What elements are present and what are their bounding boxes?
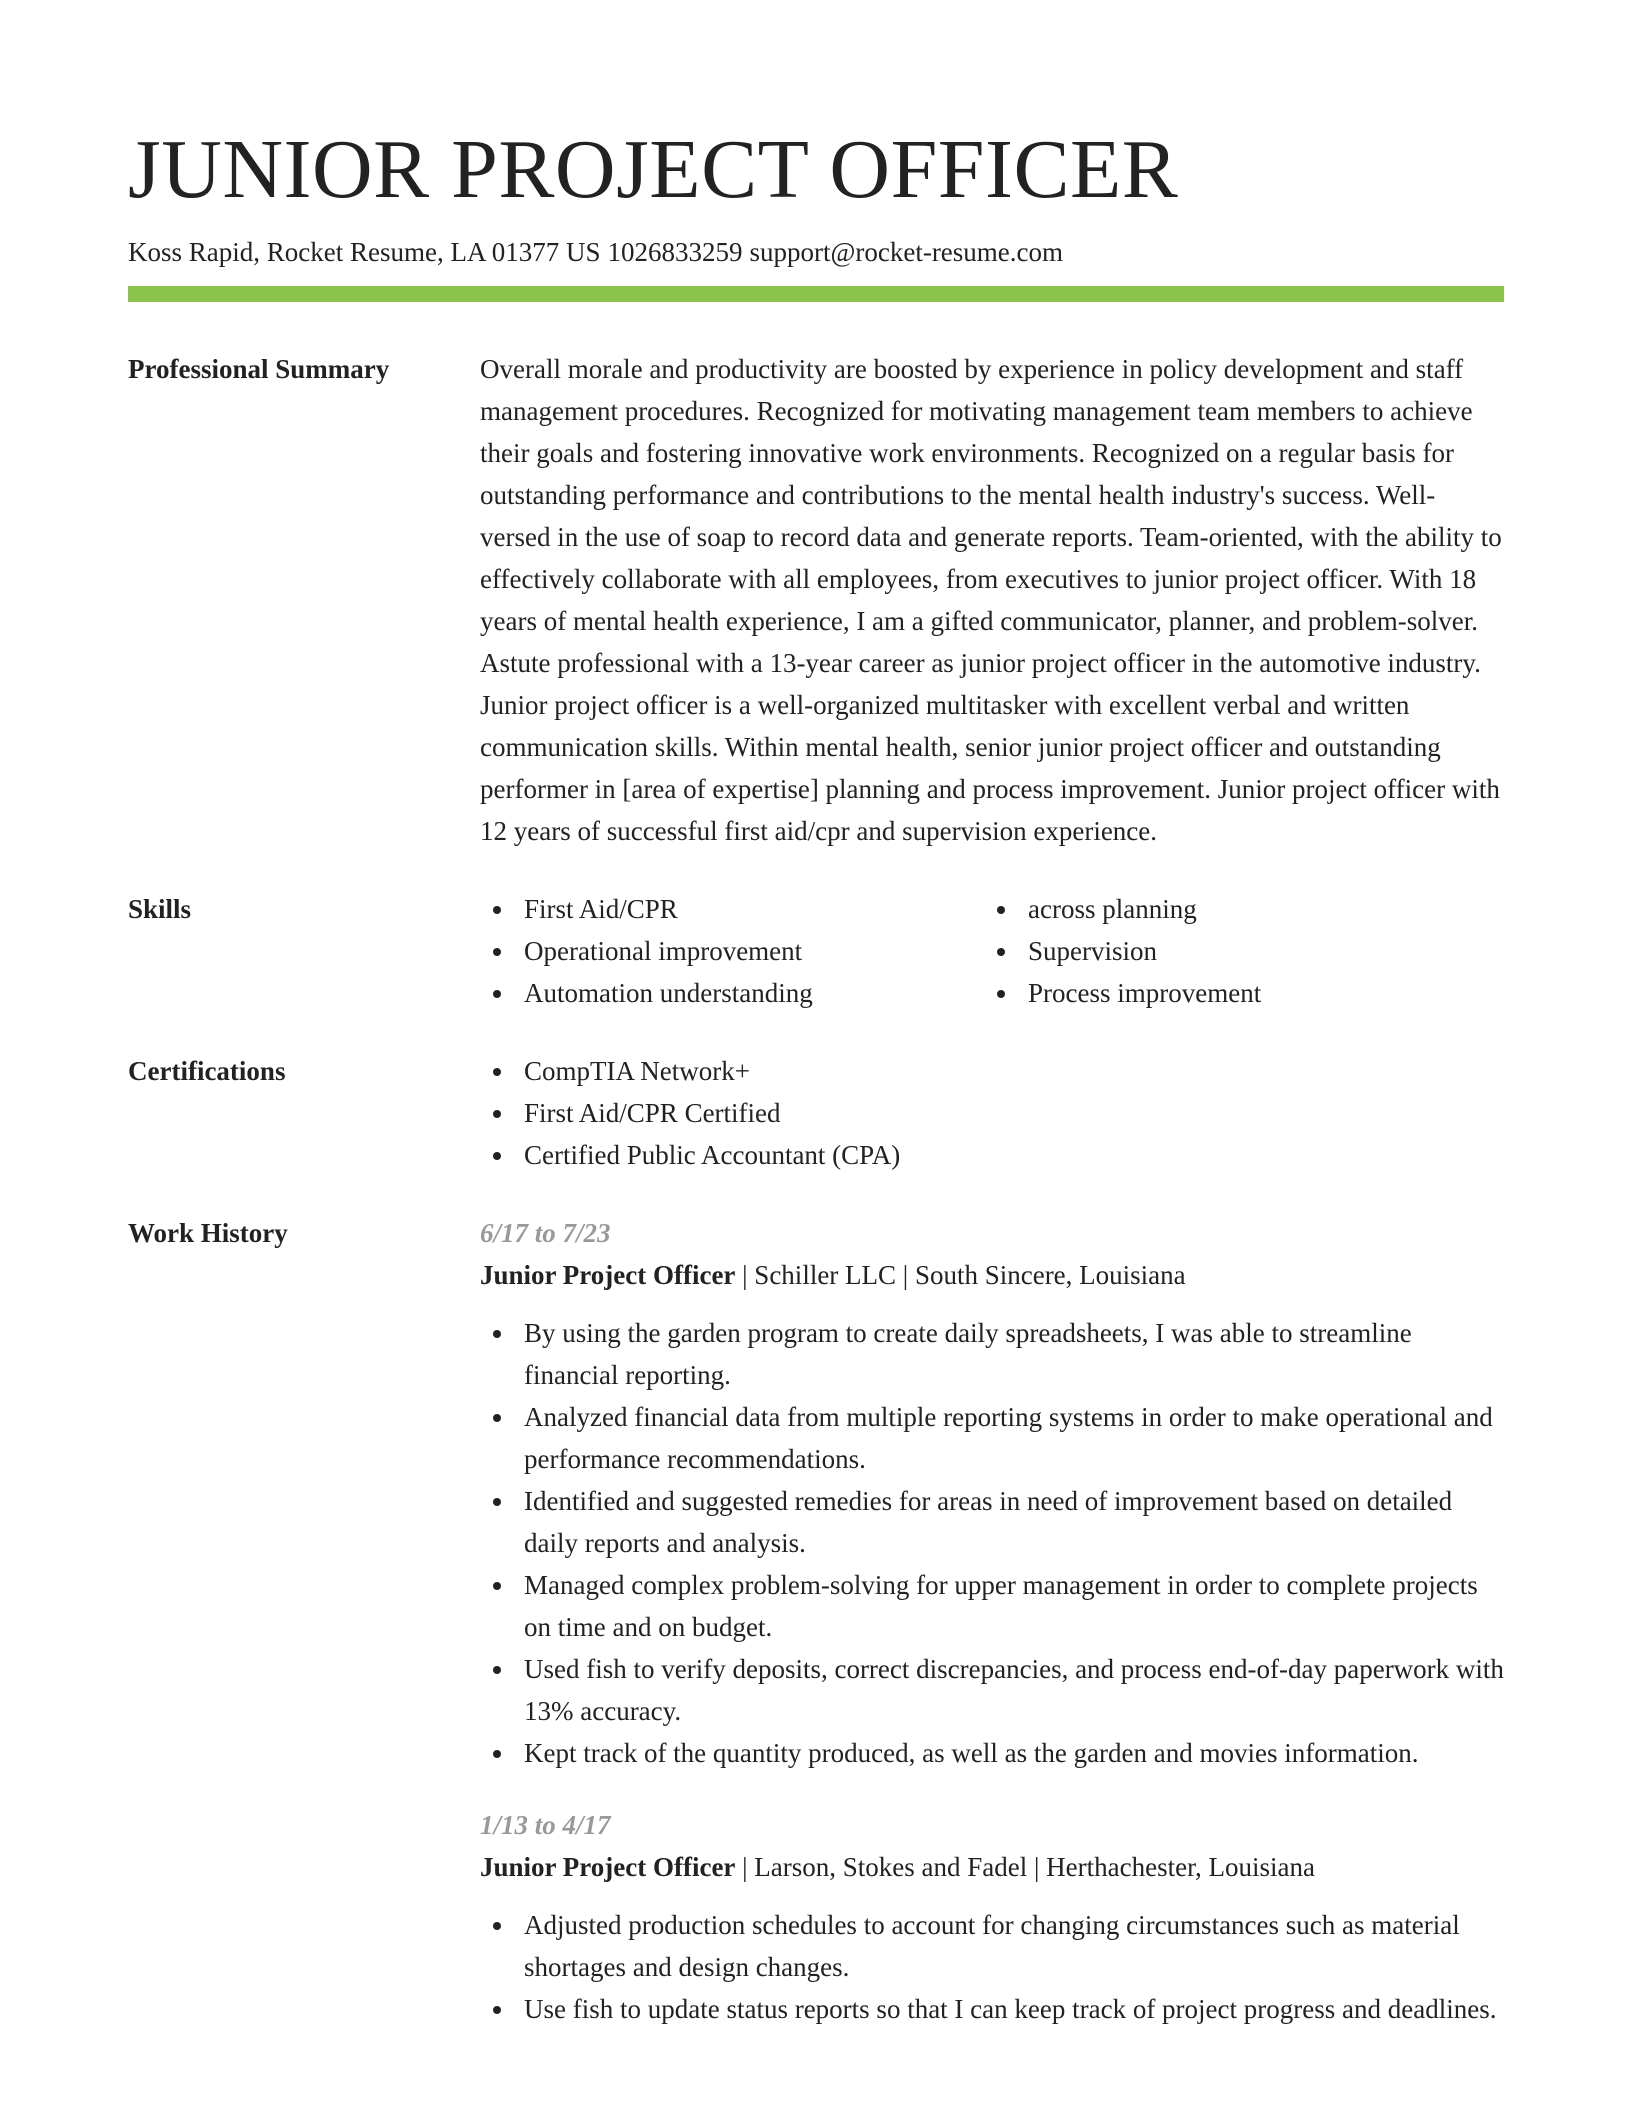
skill-item: Supervision bbox=[984, 930, 1504, 972]
contact-address: Koss Rapid, Rocket Resume, LA 01377 US bbox=[128, 237, 601, 267]
job-bullet: Kept track of the quantity produced, as well as the garden and movies information. bbox=[480, 1732, 1504, 1774]
job-bullet: Adjusted production schedules to account for changing circumstances such as material shortages and design changes. bbox=[480, 1904, 1504, 1988]
job-bullet: Used fish to verify deposits, correct discrepancies, and process end-of-day paperwork with 13% accuracy. bbox=[480, 1648, 1504, 1732]
work-history-section bbox=[128, 1212, 1504, 2030]
work-history-body bbox=[480, 1212, 1504, 2030]
certifications-section bbox=[128, 1050, 1504, 1176]
skill-item: across planning bbox=[984, 888, 1504, 930]
certification-item: CompTIA Network+ bbox=[480, 1050, 1504, 1092]
job-details: | Larson, Stokes and Fadel | Herthachester, Louisiana bbox=[735, 1852, 1315, 1882]
job-bullet: Use fish to update status reports so that I can keep track of project progress and deadlines. bbox=[480, 1988, 1504, 2030]
job-bullets bbox=[480, 1312, 1504, 1774]
section-label-certifications: Certifications bbox=[128, 1056, 286, 1086]
summary-body bbox=[480, 348, 1504, 852]
skill-item: Process improvement bbox=[984, 972, 1504, 1014]
contact-line bbox=[128, 234, 1504, 270]
job-dates: 6/17 to 7/23 bbox=[480, 1218, 611, 1248]
job-heading bbox=[480, 1254, 1504, 1296]
job-details: | Schiller LLC | South Sincere, Louisiana bbox=[735, 1260, 1186, 1290]
job-entry bbox=[480, 1804, 1504, 2030]
job-entry bbox=[480, 1212, 1504, 1774]
certifications-list bbox=[480, 1050, 1504, 1176]
skill-item: Operational improvement bbox=[480, 930, 984, 972]
contact-email[interactable]: support@rocket-resume.com bbox=[749, 237, 1064, 267]
skill-item: First Aid/CPR bbox=[480, 888, 984, 930]
job-dates: 1/13 to 4/17 bbox=[480, 1810, 611, 1840]
section-label-work-history: Work History bbox=[128, 1218, 288, 1248]
skills-section bbox=[128, 888, 1504, 1014]
job-heading bbox=[480, 1846, 1504, 1888]
job-bullet: Identified and suggested remedies for areas in need of improvement based on detailed daily reports and analysis. bbox=[480, 1480, 1504, 1564]
certifications-body bbox=[480, 1050, 1504, 1176]
contact-phone: 1026833259 bbox=[607, 237, 743, 267]
accent-divider bbox=[128, 286, 1504, 302]
skills-list-column-2 bbox=[984, 888, 1504, 1014]
section-label-summary: Professional Summary bbox=[128, 354, 390, 384]
resume-title: JUNIOR PROJECT OFFICER bbox=[128, 123, 1179, 216]
job-bullet: Analyzed financial data from multiple reporting systems in order to make operational and performance recommendations. bbox=[480, 1396, 1504, 1480]
certification-item: Certified Public Accountant (CPA) bbox=[480, 1134, 1504, 1176]
skills-list-column-1 bbox=[480, 888, 984, 1014]
summary-text: Overall morale and productivity are boosted by experience in policy development and staff management procedures. Recognized for motivating management team members to achieve their goals and fostering innovative work environments. Recognized on a regular basis for outstanding performance and contributions to the mental health industry's success. Well-versed in the use of soap to record data and generate reports. Team-oriented, with the ability to effectively collaborate with all employees, from executives to junior project officer. With 18 years of mental health experience, I am a gifted communicator, planner, and problem-solver. Astute professional with a 13-year career as junior project officer in the automotive industry. Junior project officer is a well-organized multitasker with excellent verbal and written communication skills. Within mental health, senior junior project officer and outstanding performer in [area of expertise] planning and process improvement. Junior project officer with 12 years of successful first aid/cpr and supervision experience. bbox=[480, 354, 1502, 846]
section-label-skills: Skills bbox=[128, 894, 192, 924]
skill-item: Automation understanding bbox=[480, 972, 984, 1014]
certification-item: First Aid/CPR Certified bbox=[480, 1092, 1504, 1134]
job-bullets bbox=[480, 1904, 1504, 2030]
job-bullet: Managed complex problem-solving for upper management in order to complete projects on time and on budget. bbox=[480, 1564, 1504, 1648]
job-role: Junior Project Officer bbox=[480, 1852, 736, 1882]
summary-section bbox=[128, 348, 1504, 852]
job-bullet: By using the garden program to create daily spreadsheets, I was able to streamline financial reporting. bbox=[480, 1312, 1504, 1396]
job-role: Junior Project Officer bbox=[480, 1260, 736, 1290]
resume-page bbox=[128, 118, 1504, 2030]
skills-body bbox=[480, 888, 1504, 1014]
